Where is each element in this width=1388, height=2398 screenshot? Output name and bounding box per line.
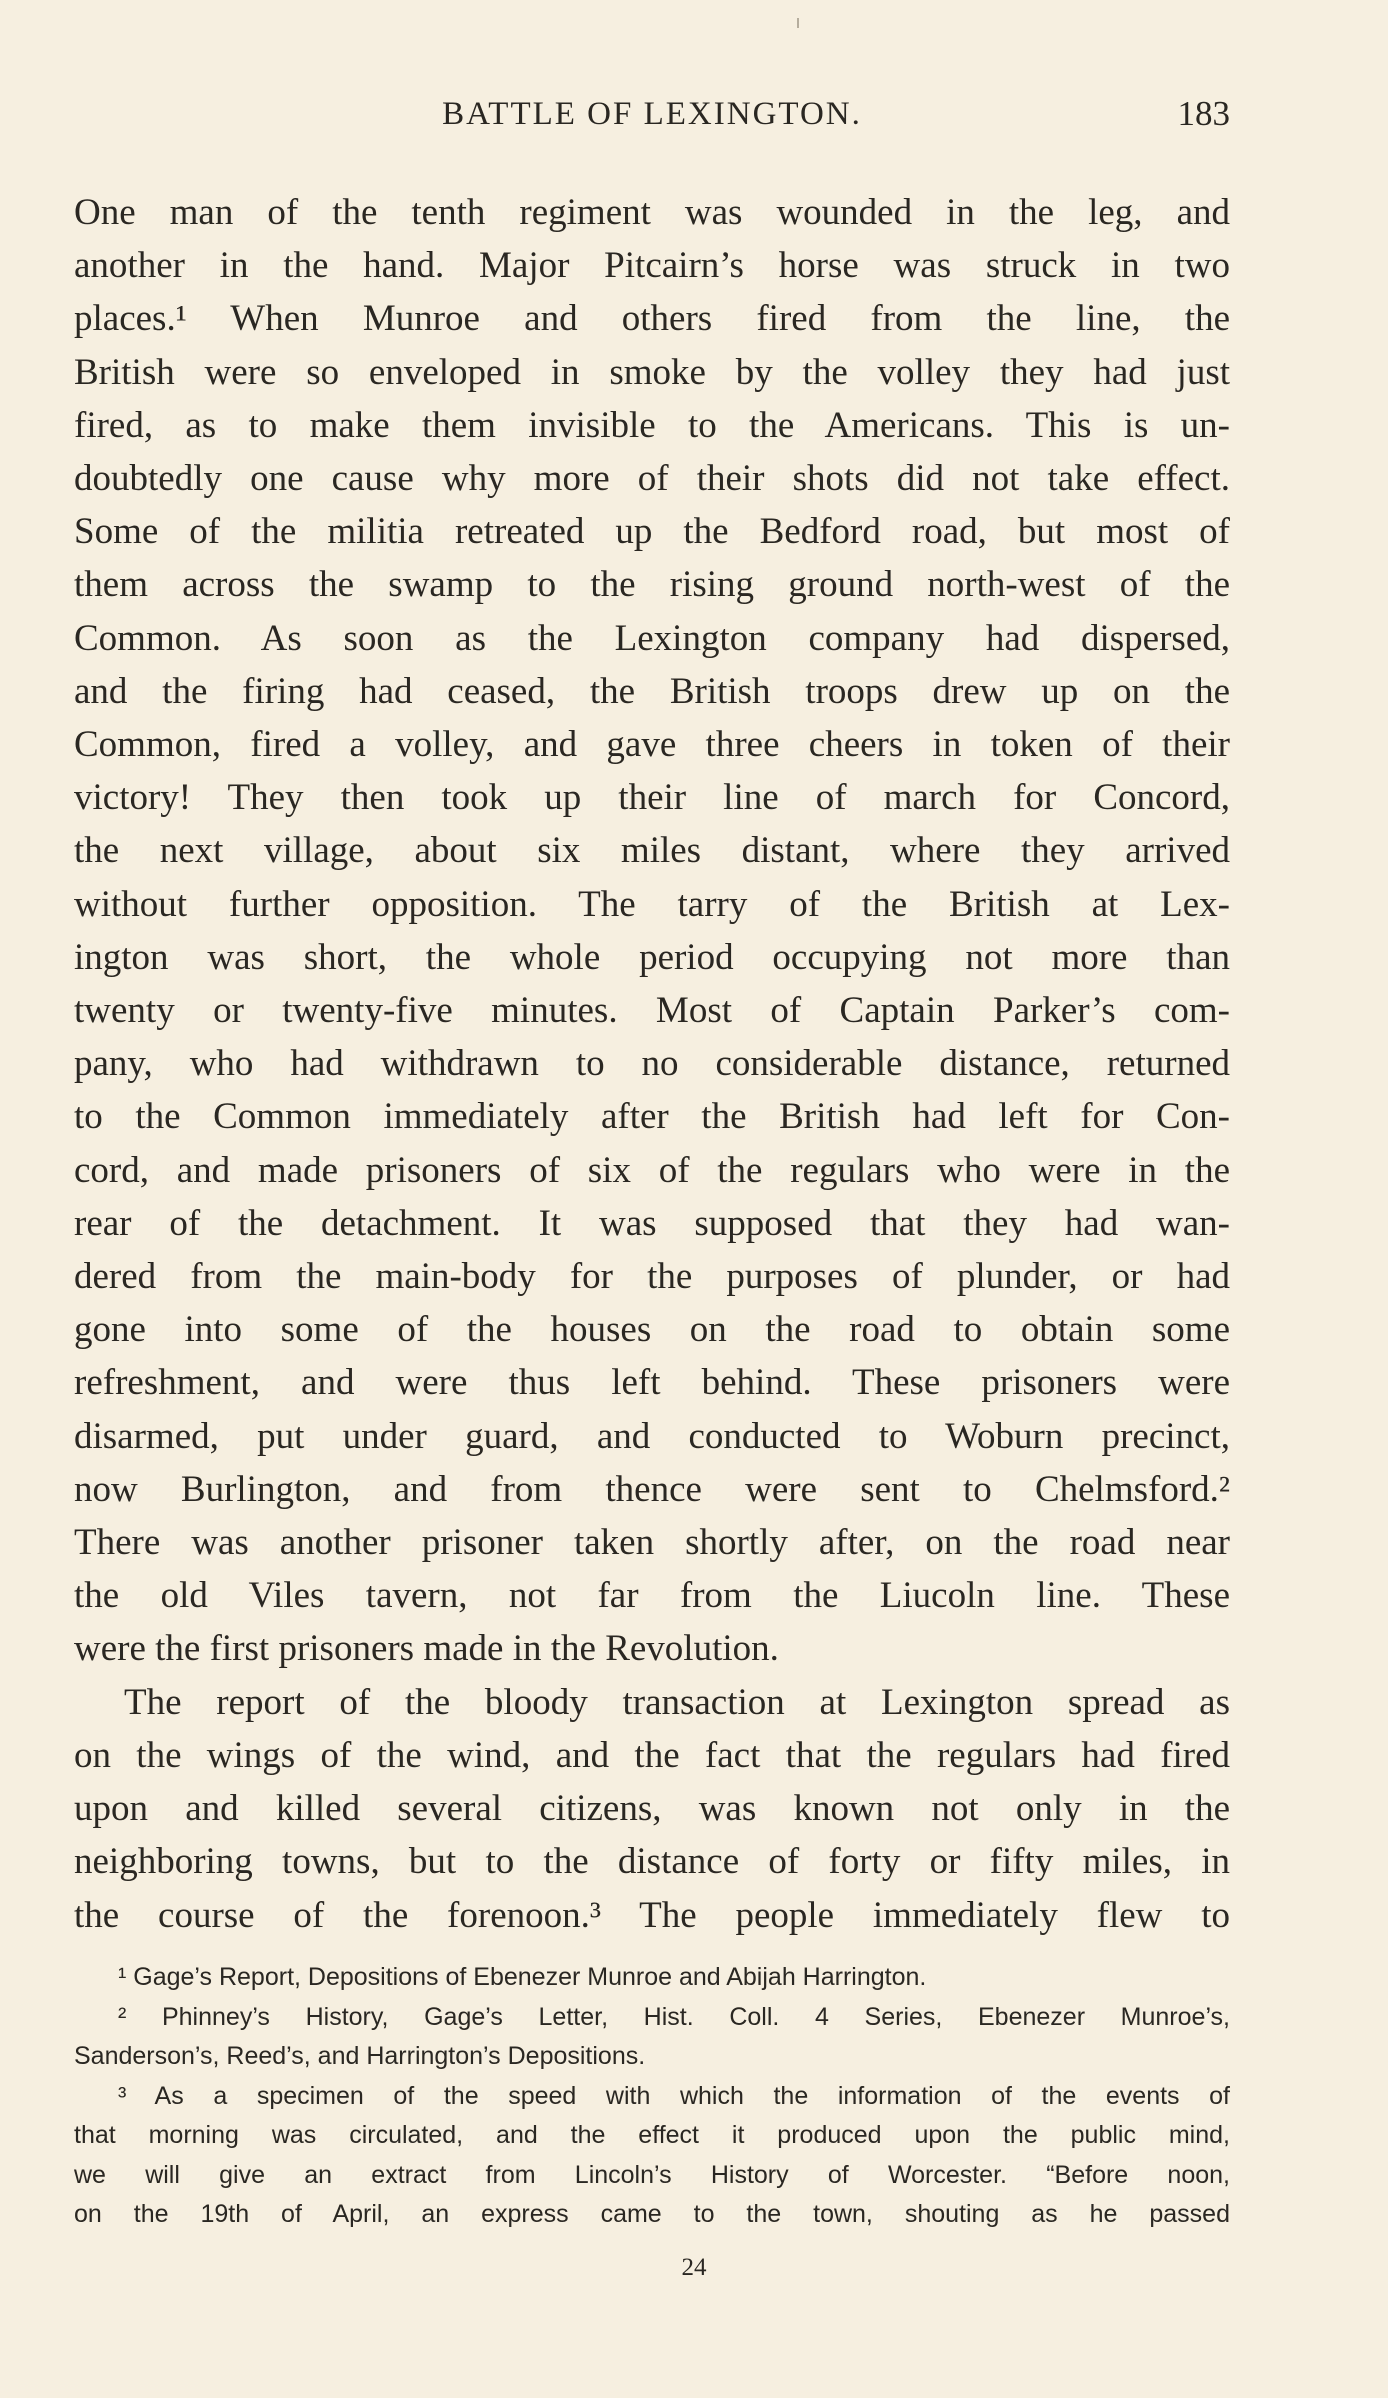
text-line: Some of the militia retreated up the Bedford road, but most of: [74, 511, 1230, 553]
text-line: now Burlington, and from thence were sent to Chelmsford.²: [74, 1468, 1230, 1510]
text-line: dered from the main-body for the purposes of plunder, or had: [74, 1256, 1230, 1298]
signature-mark: 24: [681, 2254, 707, 2281]
text-line: upon and killed several citizens, was known not only in the: [74, 1788, 1230, 1830]
footnote-1: ¹ Gage’s Report, Depositions of Ebenezer Munroe and Abijah Harrington.: [118, 1963, 927, 1991]
text-line: the old Viles tavern, not far from the Liucoln line. These: [74, 1575, 1230, 1617]
text-line: British were so enveloped in smoke by the volley they had just: [74, 351, 1230, 393]
text-line: refreshment, and were thus left behind. These prisoners were: [74, 1362, 1230, 1404]
text-line: victory! They then took up their line of march for Concord,: [74, 777, 1230, 819]
running-title: BATTLE OF LEXINGTON.: [442, 96, 862, 132]
paper-speck: [797, 18, 799, 28]
footnotes: [74, 1958, 1230, 2235]
footnote-2: ² Phinney’s History, Gage’s Letter, Hist. Coll. 4 Series, Ebenezer Munroe’s,: [118, 2002, 1230, 2031]
body-text: [74, 186, 1230, 1942]
text-line: places.¹ When Munroe and others fired from the line, the: [74, 298, 1230, 340]
text-line: rear of the detachment. It was supposed that they had wan-: [74, 1202, 1230, 1244]
text-line: Common. As soon as the Lexington company had dispersed,: [74, 617, 1230, 659]
text-line: gone into some of the houses on the road to obtain some: [74, 1309, 1230, 1351]
text-line: Common, fired a volley, and gave three cheers in token of their: [74, 724, 1230, 766]
text-line: to the Common immediately after the British had left for Con-: [74, 1096, 1230, 1138]
text-line-paragraph-end: were the first prisoners made in the Revolution.: [74, 1628, 779, 1670]
text-line: another in the hand. Major Pitcairn’s horse was struck in two: [74, 245, 1230, 287]
text-line: twenty or twenty-five minutes. Most of Captain Parker’s com-: [74, 990, 1230, 1032]
footnote-3: ³ As a specimen of the speed with which the information of the events of: [118, 2081, 1230, 2110]
text-line: cord, and made prisoners of six of the regulars who were in the: [74, 1149, 1230, 1191]
page-header: [74, 92, 1230, 136]
text-line: and the firing had ceased, the British troops drew up on the: [74, 670, 1230, 712]
text-line: on the wings of the wind, and the fact that the regulars had fired: [74, 1734, 1230, 1776]
text-line: pany, who had withdrawn to no considerable distance, returned: [74, 1043, 1230, 1085]
text-line: the next village, about six miles distant, where they arrived: [74, 830, 1230, 872]
text-line: One man of the tenth regiment was wounded in the leg, and: [74, 192, 1230, 233]
footnote-3-continued: on the 19th of April, an express came to the town, shouting as he passed: [74, 2200, 1230, 2228]
text-line: without further opposition. The tarry of the British at Lex-: [74, 883, 1230, 925]
text-line: fired, as to make them invisible to the Americans. This is un-: [74, 404, 1230, 446]
page-number: 183: [1177, 94, 1230, 133]
text-line: doubtedly one cause why more of their shots did not take effect.: [74, 458, 1230, 500]
text-line: disarmed, put under guard, and conducted to Woburn precinct,: [74, 1415, 1230, 1457]
footnote-3-continued: we will give an extract from Lincoln’s History of Worcester. “Before noon,: [74, 2160, 1230, 2189]
footnote-2-continued: Sanderson’s, Reed’s, and Harrington’s Depositions.: [74, 2042, 646, 2070]
footnote-3-continued: that morning was circulated, and the effect it produced upon the public mind,: [74, 2121, 1230, 2149]
text-line: the course of the forenoon.³ The people immediately flew to: [74, 1894, 1230, 1936]
text-line: There was another prisoner taken shortly after, on the road near: [74, 1522, 1230, 1564]
text-line: ington was short, the whole period occupying not more than: [74, 936, 1230, 978]
text-line-paragraph-start: The report of the bloody transaction at Lexington spread as: [124, 1681, 1230, 1723]
text-line: neighboring towns, but to the distance of forty or fifty miles, in: [74, 1841, 1230, 1883]
text-line: them across the swamp to the rising ground north-west of the: [74, 564, 1230, 606]
